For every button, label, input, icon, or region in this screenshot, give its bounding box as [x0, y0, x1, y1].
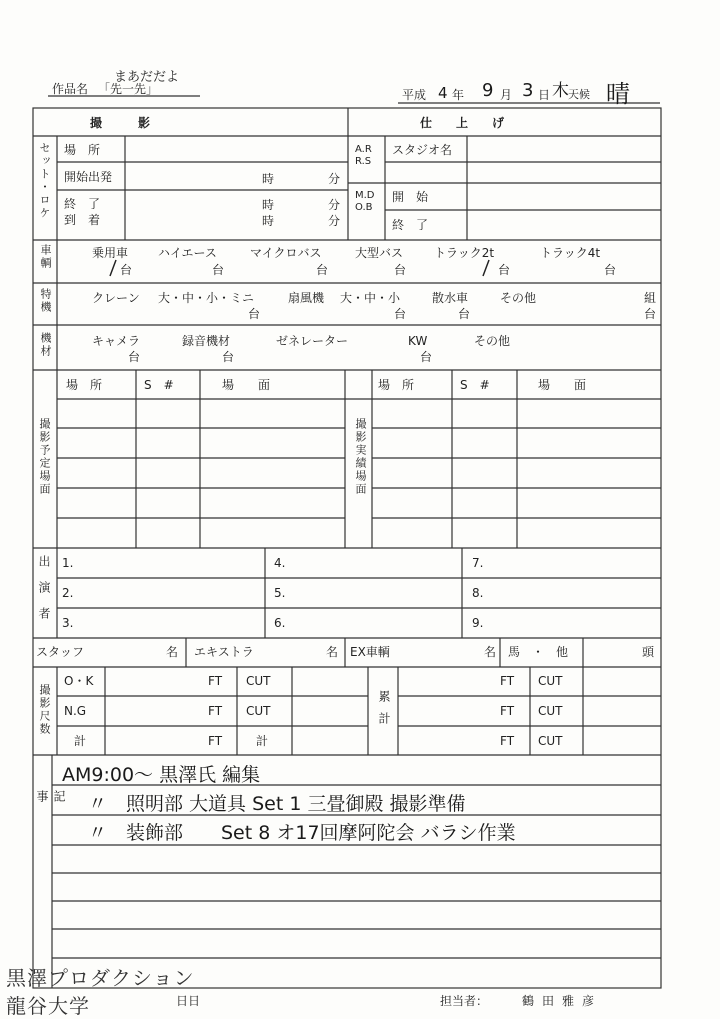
special-unit-3: 台: [458, 307, 471, 321]
month: 9: [482, 80, 494, 101]
cast-slot-7: 7.: [472, 556, 484, 570]
cast-slot-5: 5.: [274, 586, 286, 600]
equipment-unit-3: 台: [420, 350, 433, 364]
end-label: 終 了 到 着: [64, 197, 101, 227]
total-label: 計: [74, 734, 87, 748]
cum-ok-ft: FT: [500, 674, 515, 688]
cum-ok-cut: CUT: [538, 674, 563, 688]
cum-ng-cut: CUT: [538, 704, 563, 718]
ars-label: A.R R.S: [355, 144, 372, 167]
shooting-header: 撮 影: [90, 116, 151, 130]
ex-vehicle-unit: 名: [484, 645, 497, 659]
staff-name-unit: 名: [166, 645, 179, 659]
end-minute: 分: [328, 198, 341, 212]
studio-label: スタジオ名: [392, 143, 453, 157]
cumulative-label: 累計: [377, 690, 391, 734]
vehicle-unit-3: 台: [316, 263, 329, 277]
start-hour: 時: [262, 172, 275, 186]
footer-date-label: 日日: [176, 994, 201, 1008]
crane: クレーン: [92, 291, 140, 305]
cast-slot-4: 4.: [274, 556, 286, 570]
arrive-hour: 時: [262, 214, 275, 228]
actual-s-header: S #: [460, 378, 490, 392]
fan-sizes: 大・中・小: [340, 291, 401, 305]
ok-cut: CUT: [246, 674, 271, 688]
generator: ゼネレーター: [276, 334, 349, 348]
equipment-other: その他: [474, 334, 511, 348]
note-line-1: AM9:00〜 黒澤氏 編集: [62, 764, 261, 786]
total-ft: FT: [208, 734, 223, 748]
fan: 扇風機: [288, 291, 325, 305]
vehicle-microbus: マイクロバス: [250, 246, 322, 260]
actual-scenes-label: 撮影実績場面: [354, 418, 367, 496]
weather-label: 天候: [568, 88, 590, 101]
cum-total-ft: FT: [500, 734, 515, 748]
place-label: 場 所: [64, 143, 101, 157]
vehicle-truck2: トラック2t: [434, 246, 495, 260]
work-title-annotation: まあだだよ: [114, 70, 180, 85]
extra-name-unit: 名: [326, 645, 339, 659]
weather: 晴: [606, 80, 630, 108]
note-line-3: 〃 装飾部 Set 8 オ17回摩阿陀会 バラシ作業: [88, 822, 516, 844]
ng-ft: FT: [208, 704, 223, 718]
mdob-label: M.D O.B: [355, 190, 375, 213]
ng-label: N.G: [64, 704, 87, 718]
group-unit: 組: [644, 291, 657, 305]
finishing-header: 仕 上 げ: [420, 116, 505, 130]
fin-end-label: 終 了: [392, 218, 429, 232]
planned-s-header: S #: [144, 378, 174, 392]
crane-sizes: 大・中・小・ミニ: [158, 291, 255, 305]
vehicle-unit-6: 台: [604, 263, 617, 277]
special-unit-2: 台: [394, 307, 407, 321]
staff-label: スタッフ: [36, 645, 85, 659]
day-unit: 日: [538, 88, 551, 102]
horse-label: 馬 ・ 他: [508, 645, 569, 659]
actual-place-header: 場 所: [378, 378, 415, 392]
org-watermark: 黒澤プロダクション: [6, 966, 195, 990]
special-label: 特機: [39, 288, 52, 314]
cum-total-cut: CUT: [538, 734, 563, 748]
year: 4: [438, 84, 448, 102]
set-loke-label: セット・ロケ: [38, 142, 51, 220]
extra-label: エキストラ: [194, 645, 254, 659]
special-unit-4: 台: [644, 307, 657, 321]
cast-slot-1: 1.: [62, 556, 74, 570]
water-truck: 散水車: [432, 291, 469, 305]
ok-label: O・K: [64, 674, 94, 688]
vehicle-bus: 大型バス: [355, 246, 404, 260]
special-other: その他: [500, 291, 537, 305]
special-unit-1: 台: [248, 307, 261, 321]
cast-slot-6: 6.: [274, 616, 286, 630]
vehicle-truck4: トラック4t: [540, 246, 601, 260]
total-cut: 計: [256, 734, 269, 748]
end-hour: 時: [262, 198, 275, 212]
planned-place-header: 場 所: [66, 378, 103, 392]
year-unit: 年: [452, 88, 465, 102]
month-unit: 月: [500, 88, 513, 102]
ex-vehicle-label: EX車輌: [350, 645, 390, 659]
cast-slot-2: 2.: [62, 586, 74, 600]
vehicle-unit-1: 台: [120, 263, 133, 277]
ng-cut: CUT: [246, 704, 271, 718]
cast-slot-8: 8.: [472, 586, 484, 600]
cast-label: 出演者: [37, 555, 51, 633]
planned-scenes-label: 撮影予定場面: [38, 418, 51, 496]
univ-watermark: 龍谷大学: [6, 994, 90, 1018]
person-name: 鶴田雅彦: [522, 994, 603, 1008]
head-unit: 頭: [642, 645, 655, 659]
cast-slot-3: 3.: [62, 616, 74, 630]
planned-scene-header: 場 面: [222, 378, 271, 392]
vehicle-unit-5: 台: [498, 263, 511, 277]
actual-scene-header: 場 面: [538, 378, 587, 392]
work-title-label: 作品名: [52, 82, 89, 96]
vehicle-unit-4: 台: [394, 263, 407, 277]
sound-equipment: 録音機材: [182, 334, 231, 348]
notes-label: 記事: [35, 790, 66, 912]
ok-ft: FT: [208, 674, 223, 688]
equipment-label: 機材: [39, 332, 52, 358]
start-label: 開始出発: [64, 170, 113, 184]
fin-start-label: 開 始: [392, 190, 429, 204]
camera: キャメラ: [92, 334, 141, 348]
vehicle-hiace: ハイエース: [158, 246, 217, 260]
weekday: 木: [552, 81, 569, 101]
cum-ng-ft: FT: [500, 704, 515, 718]
work-title-value: 「先一先」: [98, 82, 159, 96]
start-minute: 分: [328, 172, 341, 186]
vehicle-car: 乗用車: [92, 246, 129, 260]
cast-slot-9: 9.: [472, 616, 484, 630]
kw: KW: [408, 334, 428, 348]
vehicles-label: 車輌: [39, 244, 52, 270]
film-label: 撮影尺数: [38, 684, 51, 736]
person-label: 担当者：: [440, 994, 489, 1008]
note-line-2: 〃 照明部 大道具 Set 1 三畳御殿 撮影準備: [88, 793, 466, 815]
day: 3: [522, 80, 534, 101]
era: 平成: [402, 88, 427, 102]
equipment-unit-1: 台: [128, 350, 141, 364]
vehicle-unit-2: 台: [212, 263, 225, 277]
equipment-unit-2: 台: [222, 350, 235, 364]
arrive-minute: 分: [328, 214, 341, 228]
